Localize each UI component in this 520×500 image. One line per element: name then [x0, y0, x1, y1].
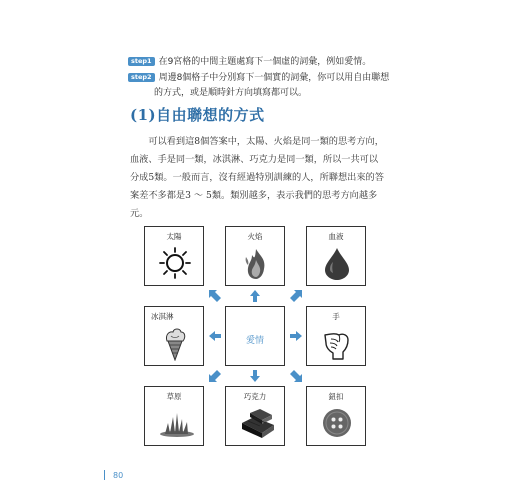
arrow-down-left-icon: [208, 369, 222, 383]
step-1-badge: step1: [128, 57, 155, 66]
grid-center-label: 愛情: [245, 336, 264, 346]
grid-cell-label: 冰淇淋: [151, 312, 174, 321]
arrow-up-left-icon: [208, 289, 222, 303]
sun-icon: [159, 247, 191, 279]
step-1-text: 在9宮格的中間主題處寫下一個虛的詞彙，例如愛情。: [158, 57, 372, 67]
grid-cell-label: 太陽: [166, 232, 182, 241]
paragraph-line: 血液、手是同一類，冰淇淋、巧克力是同一類，所以一共可以: [130, 154, 379, 165]
button-icon: [321, 407, 353, 439]
page-number-divider: [104, 470, 105, 480]
hand-icon: [321, 327, 353, 361]
grass-icon: [159, 407, 195, 437]
arrow-up-icon: [248, 289, 262, 303]
arrow-right-icon: [289, 329, 303, 343]
step-1: [128, 56, 371, 69]
step-2: [128, 72, 389, 85]
chocolate-icon: [240, 407, 276, 439]
flame-icon: [240, 247, 272, 281]
grid-cell-hand: [306, 306, 366, 366]
grid-cell-button: [306, 386, 366, 446]
grid-cell-blood: [306, 226, 366, 286]
paragraph-line: 元。: [130, 208, 149, 219]
grid-cell-label: 手: [332, 312, 340, 321]
grid-cell-label: 草原: [166, 392, 182, 401]
grid-cell-ice-cream: [144, 306, 204, 366]
arrow-down-right-icon: [289, 369, 303, 383]
step-2-continuation: 的方式，或是順時針方向填寫都可以。: [154, 88, 308, 98]
grid-cell-flame: [225, 226, 285, 286]
blood-drop-icon: [321, 247, 353, 281]
paragraph-line: 可以看到這8個答案中，太陽、火焰是同一類的思考方向，: [130, 136, 384, 147]
paragraph: [130, 133, 400, 223]
grid-cell-sun: [144, 226, 204, 286]
arrow-up-right-icon: [289, 289, 303, 303]
grid-cell-label: 巧克力: [243, 392, 267, 401]
section-heading: (1)自由聯想的方式: [130, 106, 265, 124]
arrow-down-icon: [248, 369, 262, 383]
grid-cell-chocolate: [225, 386, 285, 446]
grid-cell-label: 鈕扣: [328, 392, 344, 401]
step-2-badge: step2: [128, 73, 155, 82]
grid-cell-label: 血液: [328, 232, 344, 241]
grid-cell-grass: [144, 386, 204, 446]
ice-cream-icon: [159, 327, 191, 361]
grid-cell-center: [225, 306, 285, 366]
arrow-left-icon: [208, 329, 222, 343]
paragraph-line: 案差不多都是3 ～ 5類。類別越多，表示我們的思考方向越多: [130, 190, 378, 201]
page-number: 80: [113, 471, 124, 480]
paragraph-line: 分成5類。一般而言，沒有經過特別訓練的人，所聯想出來的答: [130, 172, 384, 183]
step-2-text: 周邊8個格子中分別寫下一個實的詞彙，你可以用自由聯想: [158, 73, 390, 83]
grid-cell-label: 火焰: [247, 232, 263, 241]
